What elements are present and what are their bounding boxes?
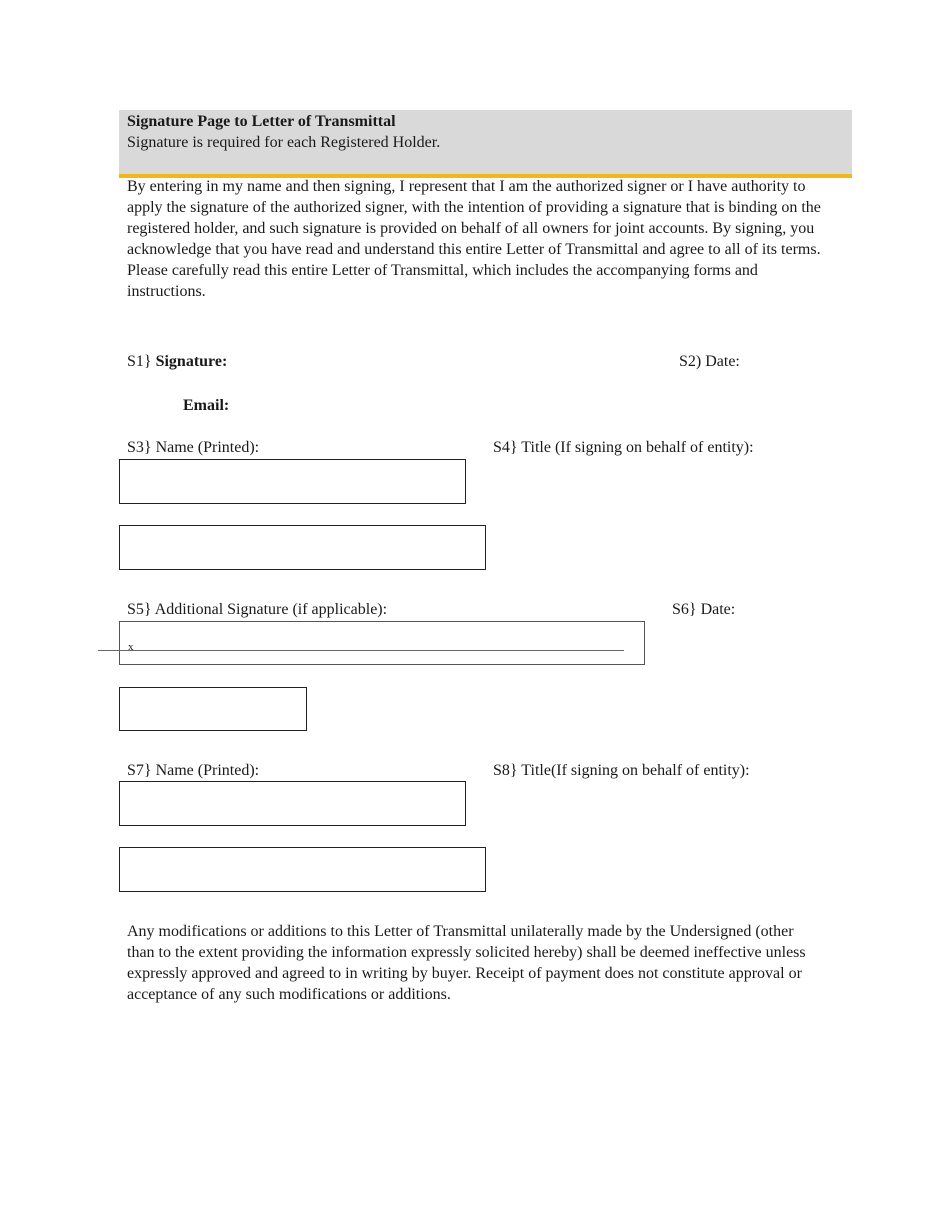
email-label-text: Email:	[183, 397, 230, 414]
intro-paragraph: By entering in my name and then signing, I represent that I am the authorized signer or I have authority to apply the signature of the authorized signer, with the intention of providing a signature that is binding on the registered holder, and such signature is provided on behalf of all owners for joint accounts. By signing, you acknowledge that you have read and understand this entire Letter of Transmittal and agree to all of its terms. Please carefully read this entire Letter of Transmittal, which includes the accompanying forms and instructions.	[127, 178, 821, 300]
s7-name-field[interactable]	[119, 781, 466, 826]
s1-signature-label	[127, 352, 227, 372]
s6-date-field[interactable]	[119, 687, 307, 731]
email-label	[183, 396, 229, 416]
s4-title-field[interactable]	[119, 525, 486, 570]
header-banner	[119, 110, 852, 178]
signature-label: Signature:	[155, 353, 228, 370]
footer-paragraph: Any modifications or additions to this Letter of Transmittal unilaterally made by the Undersigned (other than to the extent providing the information expressly solicited hereby) shall be deemed ineffective unless expressly approved and agreed to in writing by buyer. Receipt of payment does not constitute approval or acceptance of any such modifications or additions.	[127, 923, 806, 1003]
s3-name-label: S3} Name (Printed):	[127, 439, 260, 456]
page-subtitle: Signature is required for each Registered Holder.	[127, 134, 441, 151]
signature-x-marker: x	[128, 641, 134, 653]
s7-name-label: S7} Name (Printed):	[127, 762, 260, 779]
s6-date-label: S6} Date:	[672, 601, 736, 618]
additional-signature-field[interactable]	[119, 621, 645, 665]
page-title: Signature Page to Letter of Transmittal	[127, 113, 396, 130]
s2-date-label: S2) Date:	[679, 353, 740, 370]
s4-title-label: S4} Title (If signing on behalf of entity):	[493, 439, 754, 456]
signature-line	[98, 650, 624, 651]
s1-prefix: S1}	[127, 353, 152, 370]
s8-title-label: S8} Title(If signing on behalf of entity):	[493, 762, 750, 779]
s5-additional-signature-label: S5} Additional Signature (if applicable):	[127, 601, 388, 618]
s3-name-field[interactable]	[119, 459, 466, 504]
s8-title-field[interactable]	[119, 847, 486, 892]
